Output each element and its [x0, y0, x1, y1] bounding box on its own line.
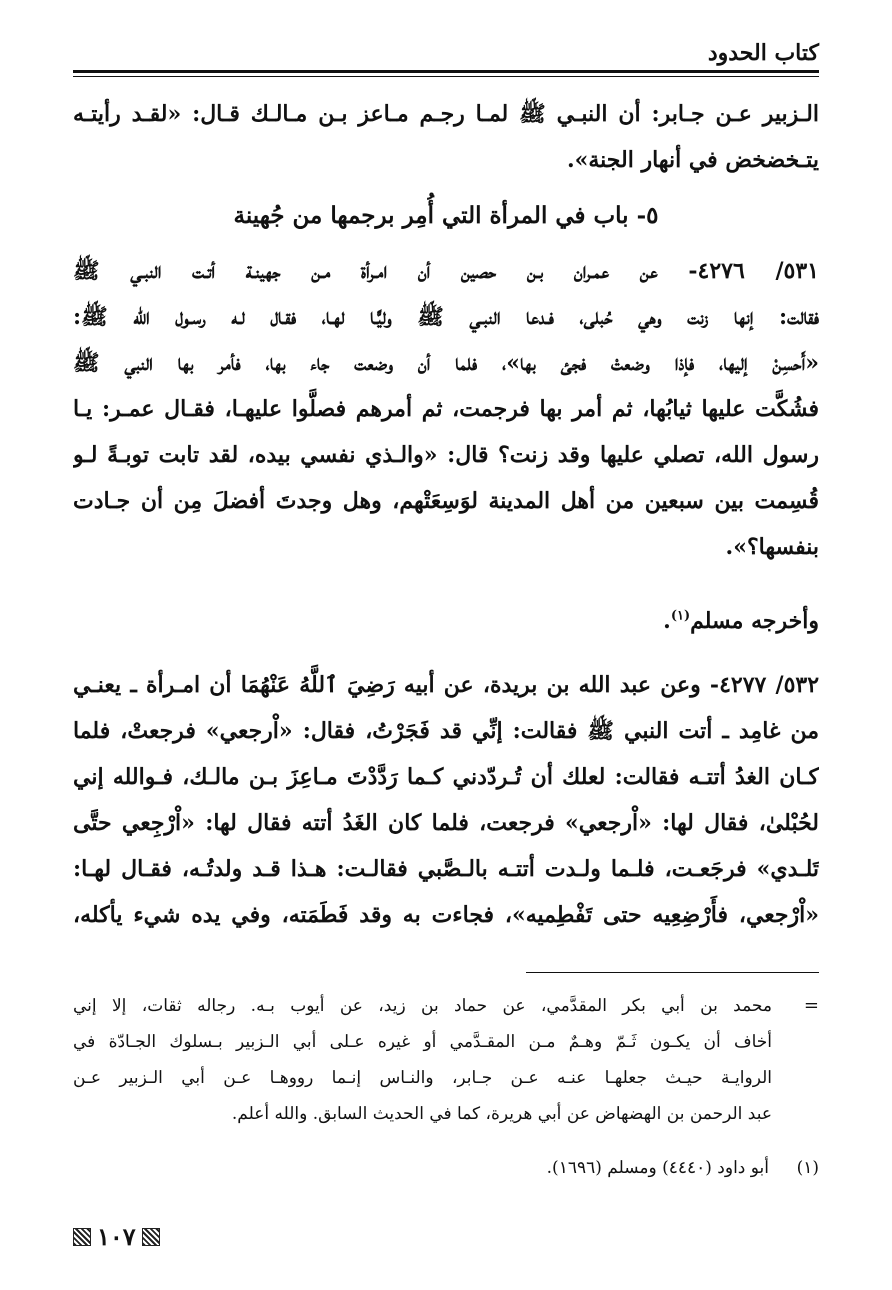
footnote-separator [526, 972, 819, 973]
text-line: ٥٣١/ ٤٢٧٦- عن عمـران بـن حصين أن امـرأة مـن جهينـة أتـت النبـي ﷺ [73, 258, 819, 284]
text-line: تَلـدي» فرجَعـت، فلـما ولـدت أتتـه بالـصَّبي فقالـت: هـذا قـد ولدتُـه، فقـال لهـا: [73, 856, 819, 882]
chapter-heading: ٥- باب في المرأة التي أُمِر برجمها من جُهينة [233, 202, 659, 229]
takhrij-text: وأخرجه مسلم [690, 608, 819, 634]
footnote-continuation [73, 988, 772, 1132]
ornament-right-icon [142, 1228, 160, 1246]
running-header: كتاب الحدود [707, 40, 819, 66]
hadith-4277 [73, 662, 819, 938]
hadith-4276 [73, 248, 819, 570]
takhrij-line [663, 598, 819, 644]
text-line: كـان الغدُ أتتـه فقالت: لعلك أن تُـردّدني كـما رَدَّدْتَ مـاعِزَ بـن مالـك، فـوالله إني [73, 764, 819, 790]
footnote-line: الروايـة حيـث جعلهـا عنـه عـن جـابر، والنـاس إنـما رووهـا عـن أبي الـزبير عـن [73, 1068, 772, 1088]
footnote-line: عبد الرحمن بن الهضهاض عن أبي هريرة، كما في الحديث السابق. والله أعلم. [231, 1104, 772, 1124]
footnote-continuation-mark: = [803, 995, 819, 1016]
text-line: ٥٣٢/ ٤٢٧٧- وعن عبد الله بن بريدة، عن أبيه رَضِيَ ٱللَّهُ عَنْهُمَا أن امـرأة ـ يعنـي [73, 672, 819, 698]
takhrij-end: . [663, 608, 671, 634]
ornament-left-icon [73, 1228, 91, 1246]
page-number: ١٠٧ [97, 1222, 136, 1251]
text-line: يتـخضخض في أنهار الجنة». [566, 147, 819, 173]
text-line: من غامِد ـ أتت النبي ﷺ فقالت: إنِّي قد فَجَرْتُ، فقال: «اْرجعي» فرجعتْ، فلما [73, 718, 819, 744]
header-rule-thin [73, 76, 819, 77]
text-line: «اْرْجعي، فأَرْضِعِيه حتى تَفْطِميه»، فجاءت به وقد فَطَمَته، وفي يده شيء يأكله، [73, 902, 819, 928]
text-line: فقالت: إنها زنت وهي حُبلى، فـدعا النبـي ﷺ وليًّـا لهـا، فقـال لـه رسـول الله ﷺ: [73, 304, 819, 330]
paragraph-continuation [73, 91, 819, 183]
footnote-line: محمد بن أبي بكر المقدَّمي، عن حماد بن زيد، عن أيوب بـه. رجاله ثقات، إلا إني [73, 996, 772, 1016]
footnote-number: (١) [796, 1158, 819, 1178]
text-line: فشُكَّت عليها ثيابُها، ثم أمر بها فرجمت، ثم أمرهم فصلَّوا عليهـا، فقـال عمـر: يـا [73, 396, 819, 422]
page-number-block [73, 1222, 160, 1251]
text-line: «أَحسِنْ إليها، فإذا وضعتْ فجئ بها»، فلما أن وضعت جاء بها، فأمر بها النبي ﷺ [73, 350, 819, 376]
header-rule-thick [73, 70, 819, 73]
footnote-line: أخاف أن يكـون ثَـمّ وهـمٌ مـن المقـدَّمي أو غيره عـلى أبي الـزبير بـسلوك الجـادّة في [73, 1032, 772, 1052]
footnote-ref[interactable]: (١) [670, 608, 691, 624]
text-line: رسول الله، تصلي عليها وقد زنت؟ قال: «والـذي نفسي بيده، لقد تابت توبـةً لـو [73, 442, 819, 468]
text-line: بنفسها؟». [725, 534, 819, 560]
text-line: قُسِمت بين سبعين من أهل المدينة لوَسِعَتْهم، وهل وجدتَ أفضلَ مِن أن جـادت [73, 488, 819, 514]
footnote-text: أبو داود (٤٤٤٠) ومسلم (١٦٩٦). [546, 1158, 769, 1178]
text-line: لحُبْلىٰ، فقال لها: «اْرجعي» فرجعت، فلما كان الغَدُ أتته فقال لها: «اْرْجِعي حتَّى [73, 810, 819, 836]
text-line: الـزبير عـن جـابر: أن النبـي ﷺ لمـا رجـم مـاعز بـن مـالـك قـال: «لقـد رأيتـه [73, 101, 819, 127]
